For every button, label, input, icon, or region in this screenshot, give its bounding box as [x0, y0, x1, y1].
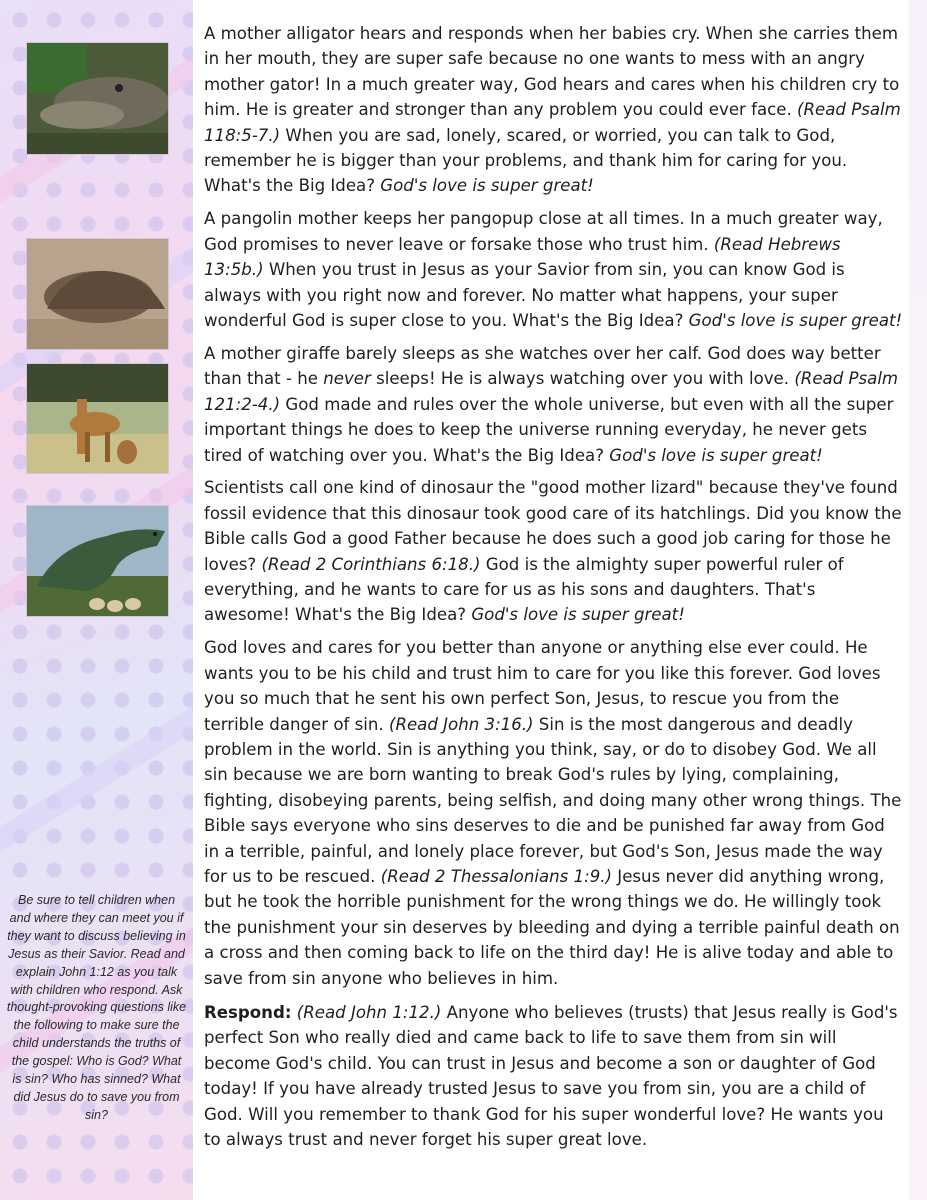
scripture-reference: (Read John 1:12.): [296, 1003, 442, 1023]
scripture-reference: (Read Psalm 118:5-7.): [204, 100, 901, 145]
paragraph-text: Sin is the most dangerous and deadly problem in the world. Sin is anything you think, say, or do to disobey God. We all sin because we are born wanting to break God's rules by lying, complaining, fighting, disobeying parents, being selfish, and doing many other wrong things. The Bible says everyone who sins deserves to die and be punished far away from God in a terrible, painful, and lonely place forever, but God's Son, Jesus made the way for us to be rescued.: [204, 714, 902, 886]
paragraph-text: God is the almighty super powerful ruler of everything, and he wants to care for us as his sons and daughters. That's awesome! What's the Big Idea?: [204, 554, 844, 625]
big-idea: God's love is super great!: [471, 605, 685, 625]
emphasis-word: never: [323, 369, 371, 389]
paragraph-text: Jesus never did anything wrong, but he took the horrible punishment for the wrong things we do. He willingly took the punishment your sin deserves by bleeding and dying a terrible painful death on a cross and then coming back to life on the third day! He is alive today and able to save from sin anyone who believes in him.: [204, 867, 900, 988]
pangolin-photo: [26, 238, 169, 350]
paragraph-text: Anyone who believes (trusts) that Jesus really is God's perfect Son who really died and came back to life to save them from sin will become God's child. You can trust in Jesus and become a son or daughter of God today! If you have already trusted Jesus to save you from sin, you are a child of God. Will you remember to thank God for his super wonderful love? He wants you to always trust and never forget his super great love.: [204, 1003, 898, 1150]
paragraph-giraffe: [204, 341, 904, 468]
scripture-reference: (Read 2 Thessalonians 1:9.): [380, 867, 613, 886]
lesson-content: [204, 21, 904, 1160]
paragraph-gospel: [204, 635, 904, 991]
scripture-reference: (Read Hebrews 13:5b.): [204, 234, 841, 280]
paragraph-pangolin: [204, 206, 904, 333]
big-idea: God's love is super great!: [609, 445, 823, 465]
paragraph-text: God made and rules over the whole universe, but even with all the super important things he does to keep the universe running everyday, he never gets tired of watching over you. What's the Big Idea?: [204, 394, 894, 465]
paragraph-text: A pangolin mother keeps her pangopup close at all times. In a much greater way, God promises to never leave or forsake those who trust him.: [204, 209, 883, 254]
respond-label: Respond:: [204, 1003, 292, 1023]
decorative-band: [0, 672, 193, 871]
leader-tip: Be sure to tell children when and where they can meet you if they want to discuss believing in Jesus as their Savior. Read and explain John 1:12 as you talk with children who respond. Ask thought-provoking questions like the following to make sure the child understands the truths of the gospel: Who is God? What is sin? Who has sinned? What did Jesus do to save you from sin?: [6, 893, 187, 1122]
paragraph-text: A mother alligator hears and responds when her babies cry. When she carries them in her mouth, they are super safe because no one wants to mess with an angry mother gator! In a much greater way, God hears and cares when his children cry to him. He is greater and stronger than any problem you could ever face.: [204, 24, 900, 120]
big-idea: God's love is super great!: [688, 310, 903, 330]
dinosaur-photo: [26, 505, 169, 617]
paragraph-text: God loves and cares for you better than anyone or anything else ever could. He wants you to be his child and trust him to care for you like this forever. God loves you so much that he sent his own perfect Son, Jesus, to rescue you from the terrible danger of sin.: [204, 638, 881, 734]
scripture-reference: (Read 2 Corinthians 6:18.): [261, 554, 481, 574]
paragraph-text: Scientists call one kind of dinosaur the "good mother lizard" because they've found fossil evidence that this dinosaur took good care of its hatchlings. Did you know the Bible calls God a good Father because he does such a good job caring for those he loves?: [204, 478, 902, 574]
paragraph-text: A mother giraffe barely sleeps as she watches over her calf. God does way better than that - he: [204, 343, 881, 389]
alligator-photo: [26, 42, 169, 155]
big-idea: God's love is super great!: [380, 176, 594, 196]
scripture-reference: (Read John 3:16.): [388, 714, 534, 734]
decorative-right-strip: [909, 0, 927, 1200]
paragraph-dinosaur: [204, 475, 904, 627]
paragraph-alligator: [204, 21, 904, 199]
paragraph-text: sleeps! He is always watching over you with love.: [370, 369, 795, 389]
paragraph-text: When you are sad, lonely, scared, or worried, you can talk to God, remember he is bigger than your problems, and thank him for caring for you. What's the Big Idea?: [204, 125, 848, 196]
decorative-sidebar: [0, 0, 193, 1200]
paragraph-text: When you trust in Jesus as your Savior from sin, you can know God is always with you right now and forever. No matter what happens, your super wonderful God is super close to you. What's the Big Idea?: [204, 260, 845, 330]
giraffe-photo: [26, 363, 169, 474]
paragraph-respond: [204, 1000, 904, 1152]
scripture-reference: (Read Psalm 121:2-4.): [204, 369, 899, 414]
